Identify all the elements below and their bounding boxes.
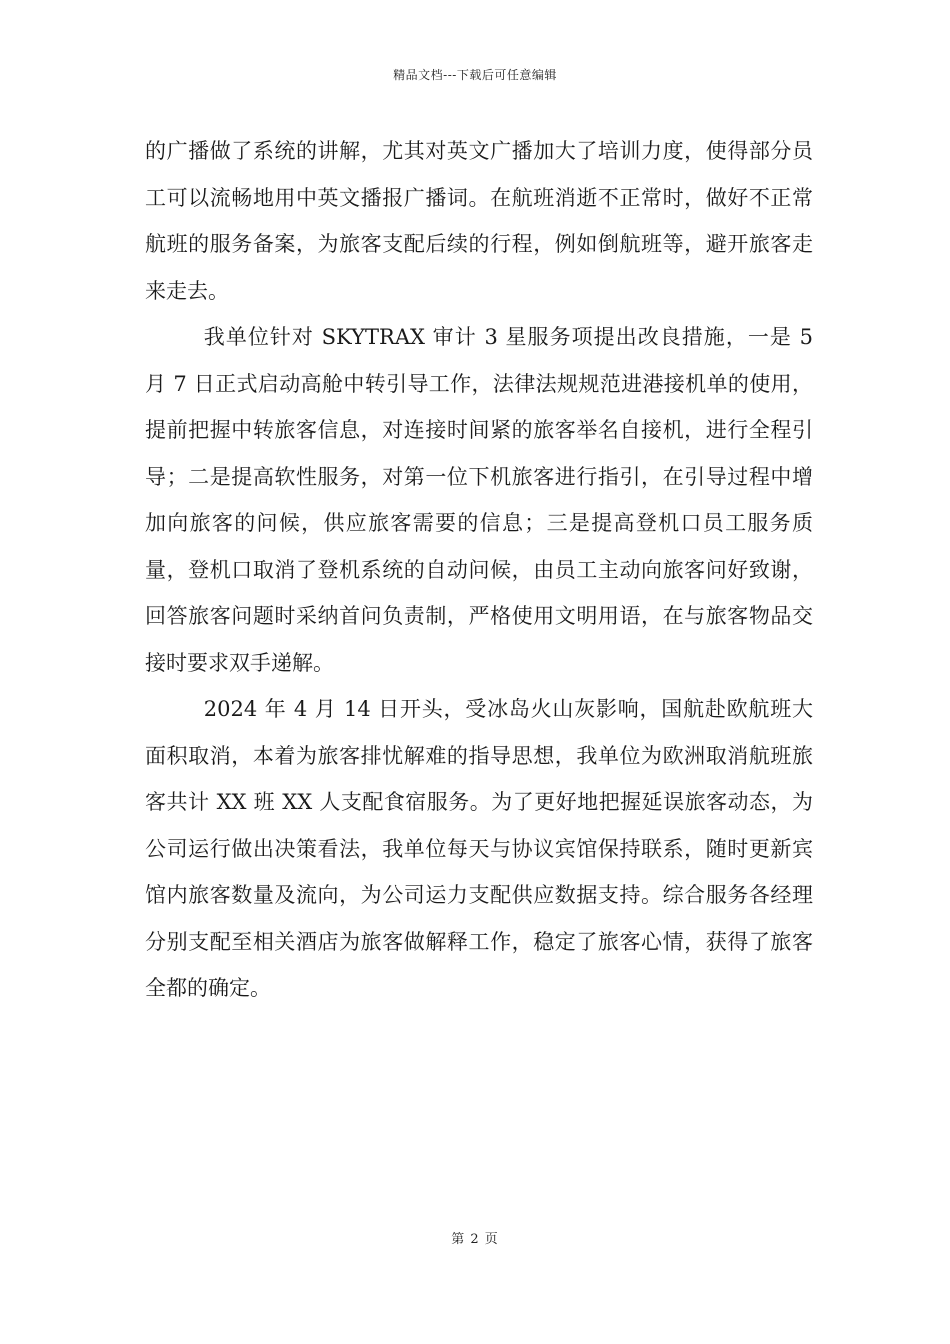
- paragraph-skytrax-measures: 我单位针对 SKYTRAX 审计 3 星服务项提出改良措施，一是 5 月 7 日正式启动高舱中转引导工作，法律法规规范进港接机单的使用，提前把握中转旅客信息，对连接时间紧的旅客举名自接机，进行全程引导；二是提高软性服务，对第一位下机旅客进行指引，在引导过程中增加向旅客的问候，供应旅客需要的信息；三是提高登机口员工服务质量，登机口取消了登机系统的自动问候，由员工主动向旅客问好致谢，回答旅客问题时采纳首问负责制，严格使用文明用语，在与旅客物品交接时要求双手递解。: [145, 325, 813, 675]
- paragraph-volcanic-ash: 2024 年 4 月 14 日开头，受冰岛火山灰影响，国航赴欧航班大面积取消，本着为旅客排忧解难的指导思想，我单位为欧洲取消航班旅客共计 XX 班 XX 人支配食宿服务。为了更好地把握延误旅客动态，为公司运行做出决策看法，我单位每天与协议宾馆保持联系，随时更新宾馆内旅客数量及流向，为公司运力支配供应数据支持。综合服务各经理分别支配至相关酒店为旅客做解释工作，稳定了旅客心情，获得了旅客全都的确定。: [145, 697, 813, 1000]
- document-body: [145, 128, 813, 1012]
- page-number: 第 2 页: [451, 1232, 499, 1247]
- page-header: 精品文档---下载后可任意编辑: [393, 68, 557, 82]
- paragraph-continued: 的广播做了系统的讲解，尤其对英文广播加大了培训力度，使得部分员工可以流畅地用中英文播报广播词。在航班消逝不正常时，做好不正常航班的服务备案，为旅客支配后续的行程，例如倒航班等，避开旅客走来走去。: [145, 139, 813, 303]
